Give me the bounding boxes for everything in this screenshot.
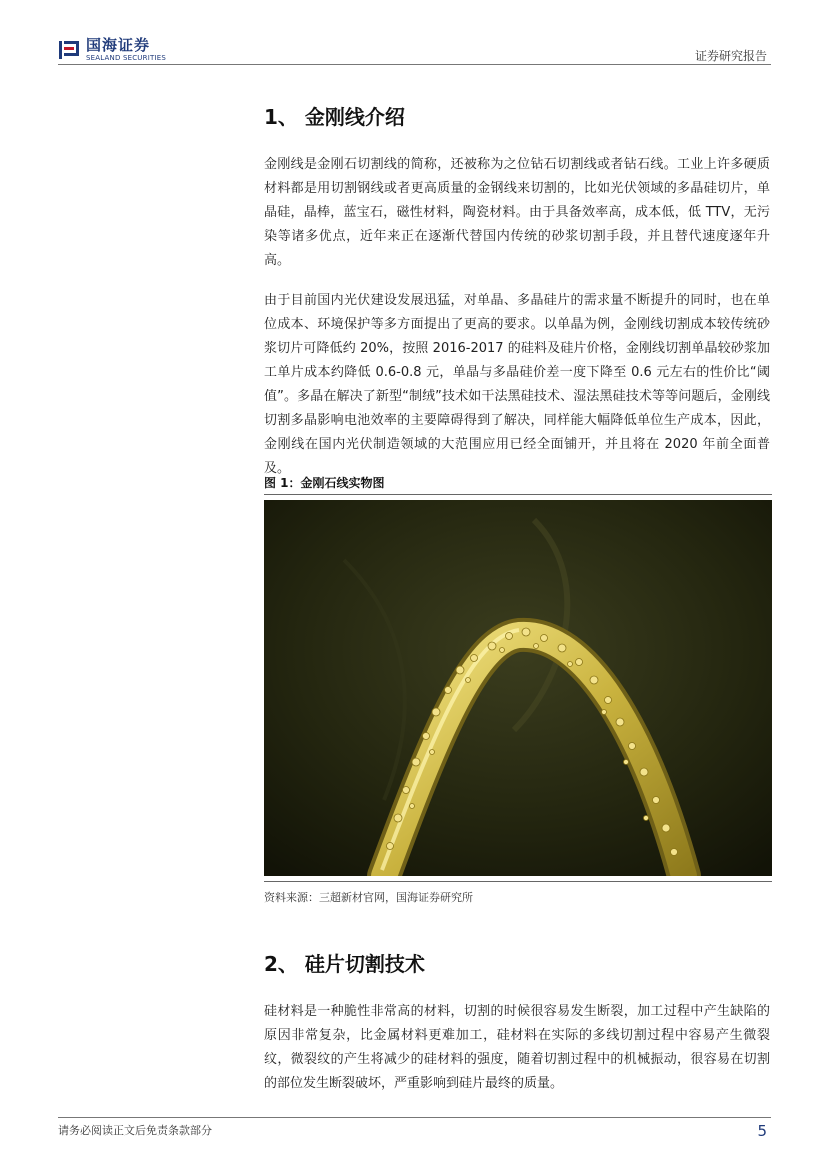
- figure-source: 资料来源：三超新材官网，国海证券研究所: [264, 891, 473, 904]
- sealand-logo-icon: [58, 39, 80, 61]
- page-number: 5: [757, 1122, 767, 1140]
- section-1-paragraph-2: 由于目前国内光伏建设发展迅猛，对单晶、多晶硅片的需求量不断提升的同时，也在单位成本、环境保护等多方面提出了更高的要求。以单晶为例，金刚线切割成本较传统砂浆切片可降低约 20%，按照 2016-2017 的硅料及硅片价格，金刚线切割单晶较砂浆加工单片成本约降低 0.6-0.8 元，单晶与多晶硅价差一度下降至 0.6 元左右的性价比“阈值”。多晶在解决了新型“制绒”技术如干法黑硅技术、湿法黑硅技术等等问题后，金刚线切割多晶影响电池效率的主要障碍得到了解决，同样能大幅降低单位生产成本，因此，金刚线在国内光伏制造领域的大范围应用已经全面铺开，并且将在 2020 年前全面普及。: [264, 293, 770, 476]
- footer-divider: [58, 1117, 771, 1118]
- figure-bottom-rule: [264, 881, 772, 882]
- logo-english-name: SEALAND SECURITIES: [86, 54, 166, 62]
- figure-top-rule: [264, 494, 772, 495]
- header-divider: [58, 64, 771, 65]
- disclaimer-note: 请务必阅读正文后免责条款部分: [58, 1124, 212, 1137]
- page-header: [0, 0, 827, 66]
- section-2-paragraph-1: 硅材料是一种脆性非常高的材料，切割的时候很容易发生断裂，加工过程中产生缺陷的原因非常复杂，比金属材料更难加工，硅材料在实际的多线切割过程中容易产生微裂纹，微裂纹的产生将减少的硅材料的强度，随着切割过程中的机械振动，很容易在切割的部位发生断裂破坏，严重影响到硅片最终的质量。: [264, 1004, 770, 1091]
- report-type-label: 证券研究报告: [694, 49, 767, 63]
- section-2-title: 2、 硅片切割技术: [264, 952, 425, 976]
- diamond-wire-photo: [264, 500, 772, 876]
- section-1-title: 1、 金刚线介绍: [264, 105, 405, 129]
- figure-caption: 图 1：金刚石线实物图: [264, 476, 385, 490]
- company-logo: [58, 38, 166, 62]
- logo-chinese-name: 国海证券: [86, 36, 151, 54]
- section-1-paragraph-1: 金刚线是金刚石切割线的简称，还被称为之位钻石切割线或者钻石线。工业上许多硬质材料都是用切割钢线或者更高质量的金钢线来切割的，比如光伏领域的多晶硅切片，单晶硅，晶棒，蓝宝石，磁性材料，陶瓷材料。由于具备效率高，成本低，低 TTV，无污染等诸多优点，近年来正在逐渐代替国内传统的砂浆切割手段，并且替代速度逐年升高。: [264, 157, 770, 268]
